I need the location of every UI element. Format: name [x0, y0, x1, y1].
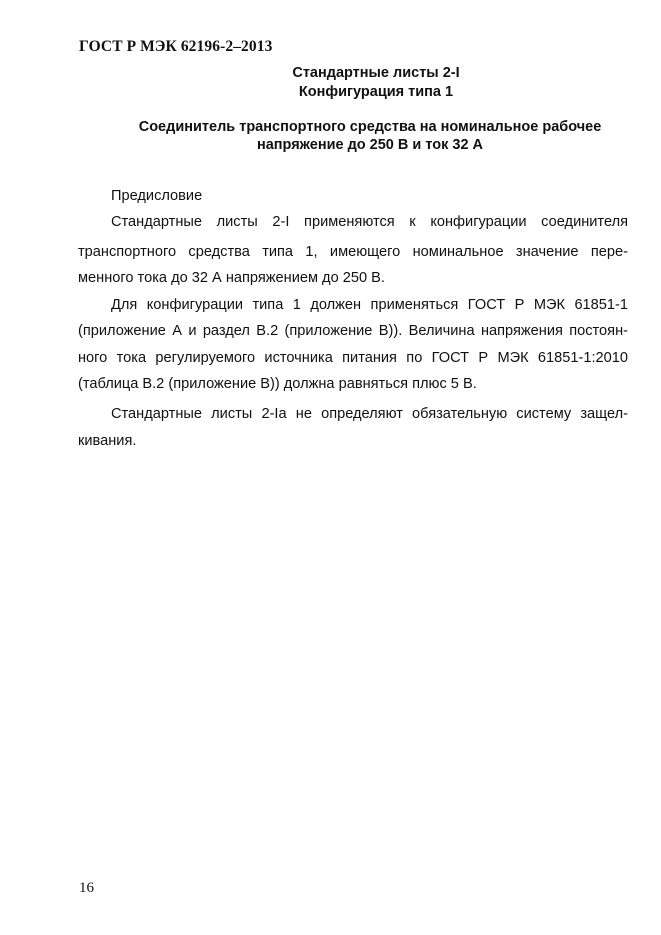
paragraph2-line2: (приложение А и раздел В.2 (приложение В)). Величина напряжения постоян-	[78, 323, 628, 339]
paragraph3-line1: Стандартные листы 2-Iа не определяют обязательную систему защел-	[111, 406, 628, 422]
standard-code-header: ГОСТ Р МЭК 62196-2–2013	[79, 38, 273, 55]
paragraph1-line2: транспортного средства типа 1, имеющего номинальное значение пере-	[78, 244, 628, 260]
document-title-line2: напряжение до 250 В и ток 32 А	[256, 137, 484, 153]
section-title-line2: Конфигурация типа 1	[298, 84, 454, 100]
paragraph2-line1: Для конфигурации типа 1 должен применяться ГОСТ Р МЭК 61851-1	[111, 297, 628, 313]
paragraph1-line3: менного тока до 32 А напряжением до 250 В.	[78, 270, 385, 286]
paragraph2-line3: ного тока регулируемого источника питания по ГОСТ Р МЭК 61851-1:2010	[78, 350, 628, 366]
paragraph3-line2: кивания.	[78, 433, 137, 449]
section-title-line1: Стандартные листы 2-I	[292, 65, 460, 81]
paragraph1-line1: Стандартные листы 2-I применяются к конфигурации соединителя	[111, 214, 628, 230]
document-title-line1: Соединитель транспортного средства на номинальное рабочее	[138, 119, 602, 135]
paragraph2-line4: (таблица В.2 (приложение В)) должна равняться плюс 5 В.	[78, 376, 477, 392]
preface-heading: Предисловие	[111, 188, 203, 204]
page-number: 16	[79, 880, 94, 896]
